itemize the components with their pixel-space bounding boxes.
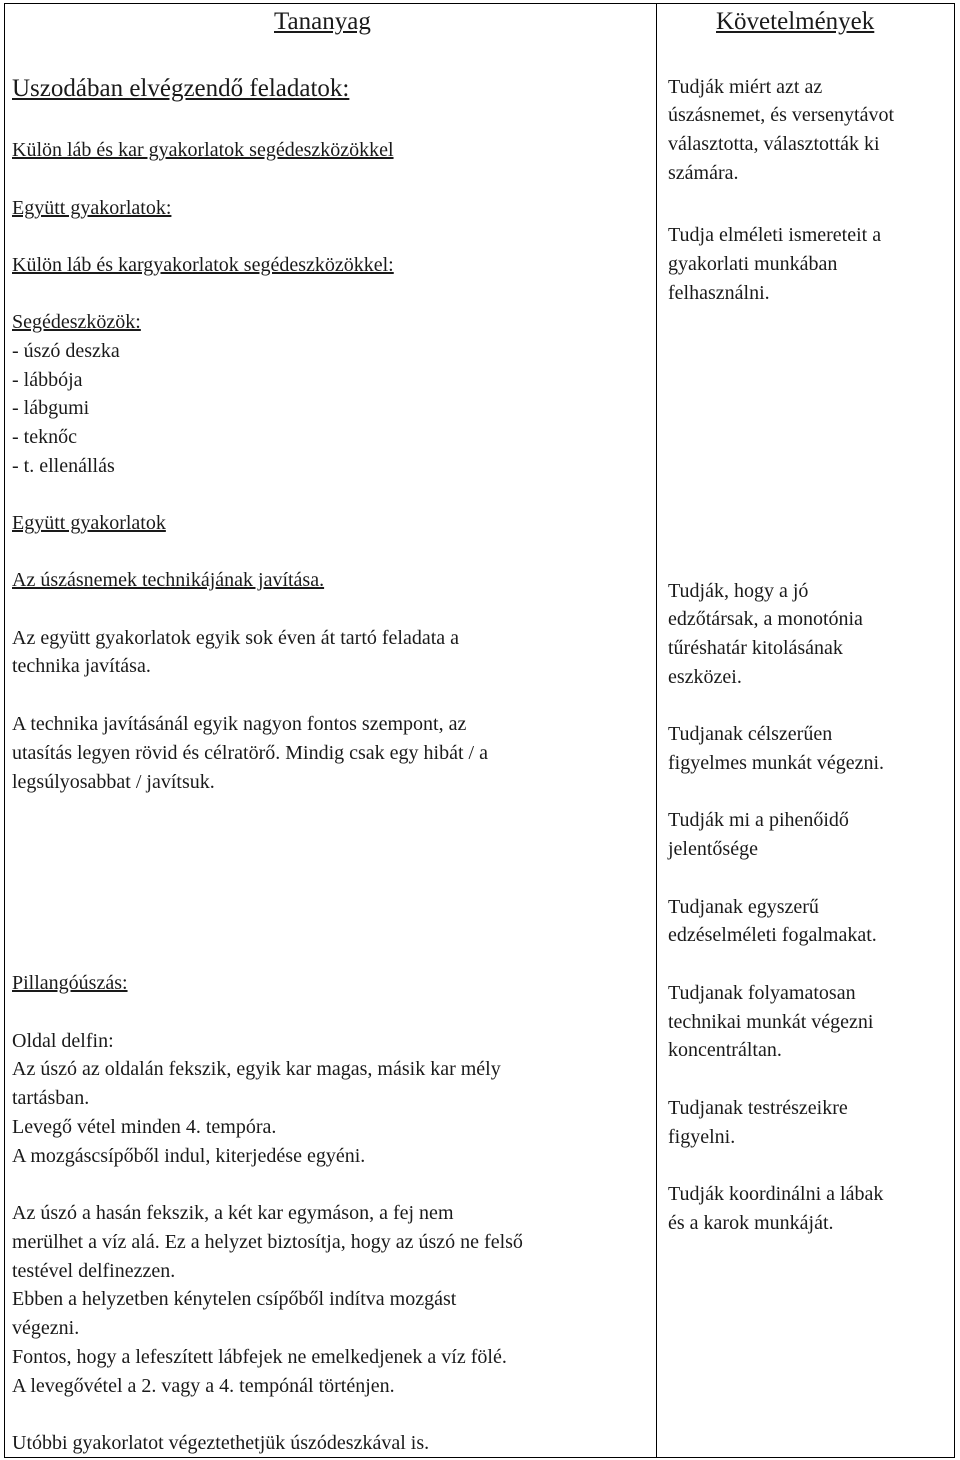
column-divider xyxy=(656,3,657,1458)
exercise-line: Az úszásnemek technikájának javítása. xyxy=(12,569,325,591)
requirement-line: Tudják, hogy a jó xyxy=(668,580,809,602)
requirement-line: eszközei. xyxy=(668,666,742,688)
requirement-line: gyakorlati munkában xyxy=(668,253,838,275)
requirement-line: Tudják mi a pihenőidő xyxy=(668,809,849,831)
paragraph-line: Fontos, hogy a lefeszített lábfejek ne emelkedjenek a víz fölé. xyxy=(12,1346,507,1368)
paragraph-line: technika javítása. xyxy=(12,655,151,677)
requirement-line: számára. xyxy=(668,162,739,184)
paragraph-line: tartásban. xyxy=(12,1087,90,1109)
paragraph-line: Utóbbi gyakorlatot végeztethetjük úszódeszkával is. xyxy=(12,1432,430,1454)
tool-item: - t. ellenállás xyxy=(12,455,115,477)
requirement-line: jelentősége xyxy=(668,838,758,860)
left-column-header: Tananyag xyxy=(274,8,371,35)
requirement-line: választotta, választották ki xyxy=(668,133,880,155)
paragraph-line: A mozgáscsípőből indul, kiterjedése egyéni. xyxy=(12,1145,366,1167)
paragraph-line: utasítás legyen rövid és célratörő. Mindig csak egy hibát / a xyxy=(12,742,488,764)
tools-title: Segédeszközök: xyxy=(12,311,141,333)
requirement-line: Tudjanak egyszerű xyxy=(668,896,819,918)
right-column-header: Követelmények xyxy=(716,8,875,35)
tool-item: - lábgumi xyxy=(12,397,90,419)
requirement-line: és a karok munkáját. xyxy=(668,1212,834,1234)
exercise-line: Együtt gyakorlatok xyxy=(12,512,166,534)
section-title: Uszodában elvégzendő feladatok: xyxy=(12,75,350,102)
paragraph-line: végezni. xyxy=(12,1317,80,1339)
paragraph-line: Az együtt gyakorlatok egyik sok éven át tartó feladata a xyxy=(12,627,460,649)
requirement-line: tűréshatár kitolásának xyxy=(668,637,843,659)
requirement-line: edzéselméleti fogalmakat. xyxy=(668,924,877,946)
paragraph-line: Az úszó az oldalán fekszik, egyik kar magas, másik kar mély xyxy=(12,1058,501,1080)
paragraph-line: A levegővétel a 2. vagy a 4. tempónál történjen. xyxy=(12,1375,395,1397)
requirement-line: úszásnemet, és versenytávot xyxy=(668,104,895,126)
tool-item: - teknőc xyxy=(12,426,77,448)
requirement-line: koncentráltan. xyxy=(668,1039,782,1061)
paragraph-line: merülhet a víz alá. Ez a helyzet biztosítja, hogy az úszó ne felső xyxy=(12,1231,523,1253)
requirement-line: Tudja elméleti ismereteit a xyxy=(668,224,882,246)
exercise-line: Külön láb és kar gyakorlatok segédeszközökkel xyxy=(12,139,394,161)
exercise-line: Együtt gyakorlatok: xyxy=(12,197,172,219)
tool-item: - lábbója xyxy=(12,369,83,391)
requirement-line: figyelni. xyxy=(668,1126,736,1148)
requirement-line: Tudják koordinálni a lábak xyxy=(668,1183,884,1205)
tool-item: - úszó deszka xyxy=(12,340,120,362)
paragraph-line: Oldal delfin: xyxy=(12,1030,114,1052)
exercise-line: Külön láb és kargyakorlatok segédeszközökkel: xyxy=(12,254,394,276)
requirement-line: Tudjanak testrészeikre xyxy=(668,1097,848,1119)
paragraph-line: Ebben a helyzetben kénytelen csípőből indítva mozgást xyxy=(12,1288,457,1310)
requirement-line: Tudják miért azt az xyxy=(668,76,823,98)
paragraph-line: testével delfinezzen. xyxy=(12,1260,176,1282)
requirement-line: Tudjanak folyamatosan xyxy=(668,982,856,1004)
butterfly-title: Pillangóúszás: xyxy=(12,972,128,994)
paragraph-line: Levegő vétel minden 4. tempóra. xyxy=(12,1116,277,1138)
requirement-line: felhasználni. xyxy=(668,282,770,304)
requirement-line: figyelmes munkát végezni. xyxy=(668,752,885,774)
paragraph-line: Az úszó a hasán fekszik, a két kar egymáson, a fej nem xyxy=(12,1202,454,1224)
paragraph-line: legsúlyosabbat / javítsuk. xyxy=(12,771,215,793)
paragraph-line: A technika javításánál egyik nagyon fontos szempont, az xyxy=(12,713,467,735)
requirement-line: edzőtársak, a monotónia xyxy=(668,608,863,630)
requirement-line: technikai munkát végezni xyxy=(668,1011,874,1033)
requirement-line: Tudjanak célszerűen xyxy=(668,723,833,745)
